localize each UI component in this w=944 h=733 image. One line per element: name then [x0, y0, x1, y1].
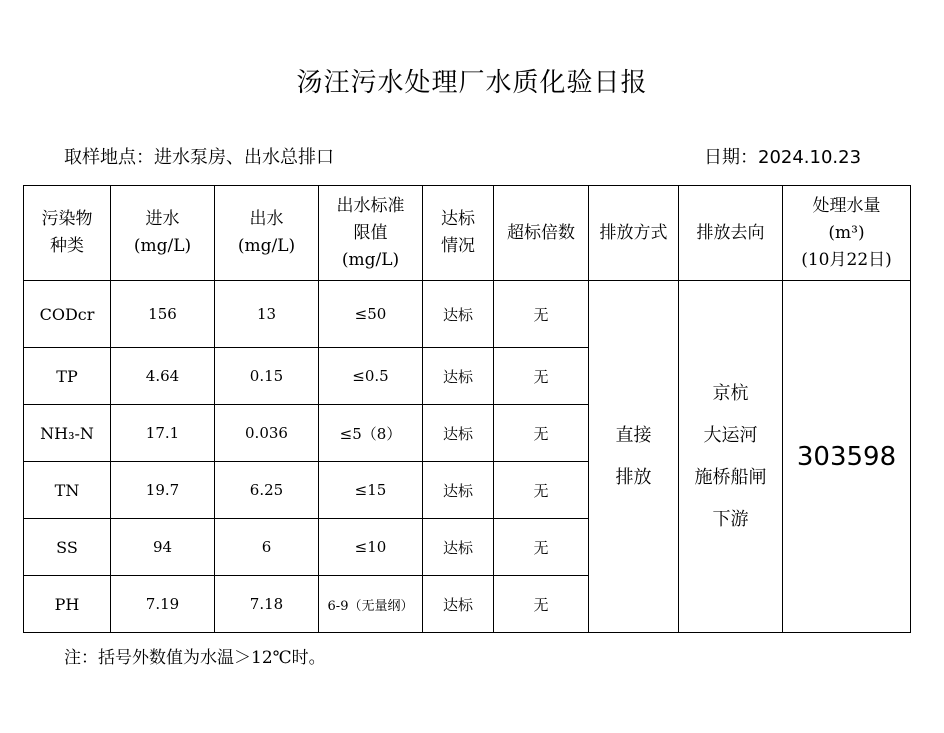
- cell-outflow: 7.18: [215, 576, 319, 633]
- report-date: 日期：2024.10.23: [704, 147, 862, 168]
- header-pollutant: [24, 186, 111, 281]
- footnote: 注：括号外数值为水温＞12℃时。: [64, 648, 326, 668]
- cell-outflow: 0.15: [215, 348, 319, 405]
- cell-limit: 6-9（无量纲）: [319, 576, 423, 633]
- header-line: 排放方式: [599, 222, 668, 243]
- header-limit: [319, 186, 423, 281]
- cell-exceed: 无: [494, 348, 589, 405]
- cell-item: SS: [24, 519, 111, 576]
- cell-exceed: 无: [494, 405, 589, 462]
- header-line: 达标: [441, 209, 475, 229]
- header-line: 限值: [353, 222, 388, 243]
- header-line: (m³): [828, 222, 865, 243]
- cell-item: PH: [24, 576, 111, 633]
- cell-status: 达标: [423, 519, 494, 576]
- cell-status: 达标: [423, 405, 494, 462]
- destination-line: 下游: [712, 508, 749, 530]
- cell-discharge-destination: [679, 281, 783, 633]
- sampling-location: 取样地点：进水泵房、出水总排口: [64, 147, 334, 168]
- header-status: [423, 186, 494, 281]
- header-line: (mg/L): [341, 249, 400, 270]
- table-row: [24, 281, 911, 348]
- cell-inflow: 17.1: [111, 405, 215, 462]
- cell-outflow: 13: [215, 281, 319, 348]
- cell-item: CODcr: [24, 281, 111, 348]
- header-volume: [783, 186, 911, 281]
- cell-exceed: 无: [494, 576, 589, 633]
- header-line: (10月22日): [801, 249, 892, 270]
- header-line: 出水: [249, 209, 284, 229]
- header-line: 进水: [145, 209, 180, 229]
- cell-item: NH₃-N: [24, 405, 111, 462]
- header-line: 处理水量: [812, 195, 881, 216]
- cell-limit: ≤0.5: [319, 348, 423, 405]
- destination-line: 京杭: [712, 382, 749, 404]
- cell-inflow: 7.19: [111, 576, 215, 633]
- header-line: 出水标准: [336, 195, 405, 216]
- header-line: 种类: [50, 236, 84, 256]
- cell-status: 达标: [423, 576, 494, 633]
- cell-item: TP: [24, 348, 111, 405]
- cell-inflow: 19.7: [111, 462, 215, 519]
- method-line: 直接: [615, 424, 652, 446]
- cell-limit: ≤50: [319, 281, 423, 348]
- header-inflow: [111, 186, 215, 281]
- method-line: 排放: [615, 466, 652, 488]
- cell-item: TN: [24, 462, 111, 519]
- header-line: 超标倍数: [507, 222, 575, 243]
- cell-limit: ≤5（8）: [319, 405, 423, 462]
- cell-exceed: 无: [494, 281, 589, 348]
- cell-exceed: 无: [494, 462, 589, 519]
- cell-status: 达标: [423, 281, 494, 348]
- cell-outflow: 0.036: [215, 405, 319, 462]
- cell-inflow: 4.64: [111, 348, 215, 405]
- cell-discharge-method: [589, 281, 679, 633]
- cell-status: 达标: [423, 462, 494, 519]
- destination-line: 大运河: [703, 424, 758, 446]
- cell-outflow: 6: [215, 519, 319, 576]
- header-outflow: [215, 186, 319, 281]
- header-discharge-destination: [679, 186, 783, 281]
- cell-limit: ≤10: [319, 519, 423, 576]
- header-line: 情况: [441, 236, 475, 256]
- cell-status: 达标: [423, 348, 494, 405]
- header-discharge-method: [589, 186, 679, 281]
- table-header-row: [24, 186, 911, 281]
- cell-exceed: 无: [494, 519, 589, 576]
- destination-line: 施桥船闸: [694, 466, 767, 488]
- cell-inflow: 156: [111, 281, 215, 348]
- cell-outflow: 6.25: [215, 462, 319, 519]
- header-line: 排放去向: [696, 222, 765, 243]
- header-line: (mg/L): [237, 236, 296, 256]
- report-title: 汤汪污水处理厂水质化验日报: [296, 68, 648, 98]
- water-quality-table: [23, 185, 911, 633]
- header-line: 污染物: [41, 209, 93, 229]
- header-line: (mg/L): [133, 236, 192, 256]
- header-exceed: [494, 186, 589, 281]
- cell-inflow: 94: [111, 519, 215, 576]
- cell-treated-volume: 303598: [783, 281, 911, 633]
- cell-limit: ≤15: [319, 462, 423, 519]
